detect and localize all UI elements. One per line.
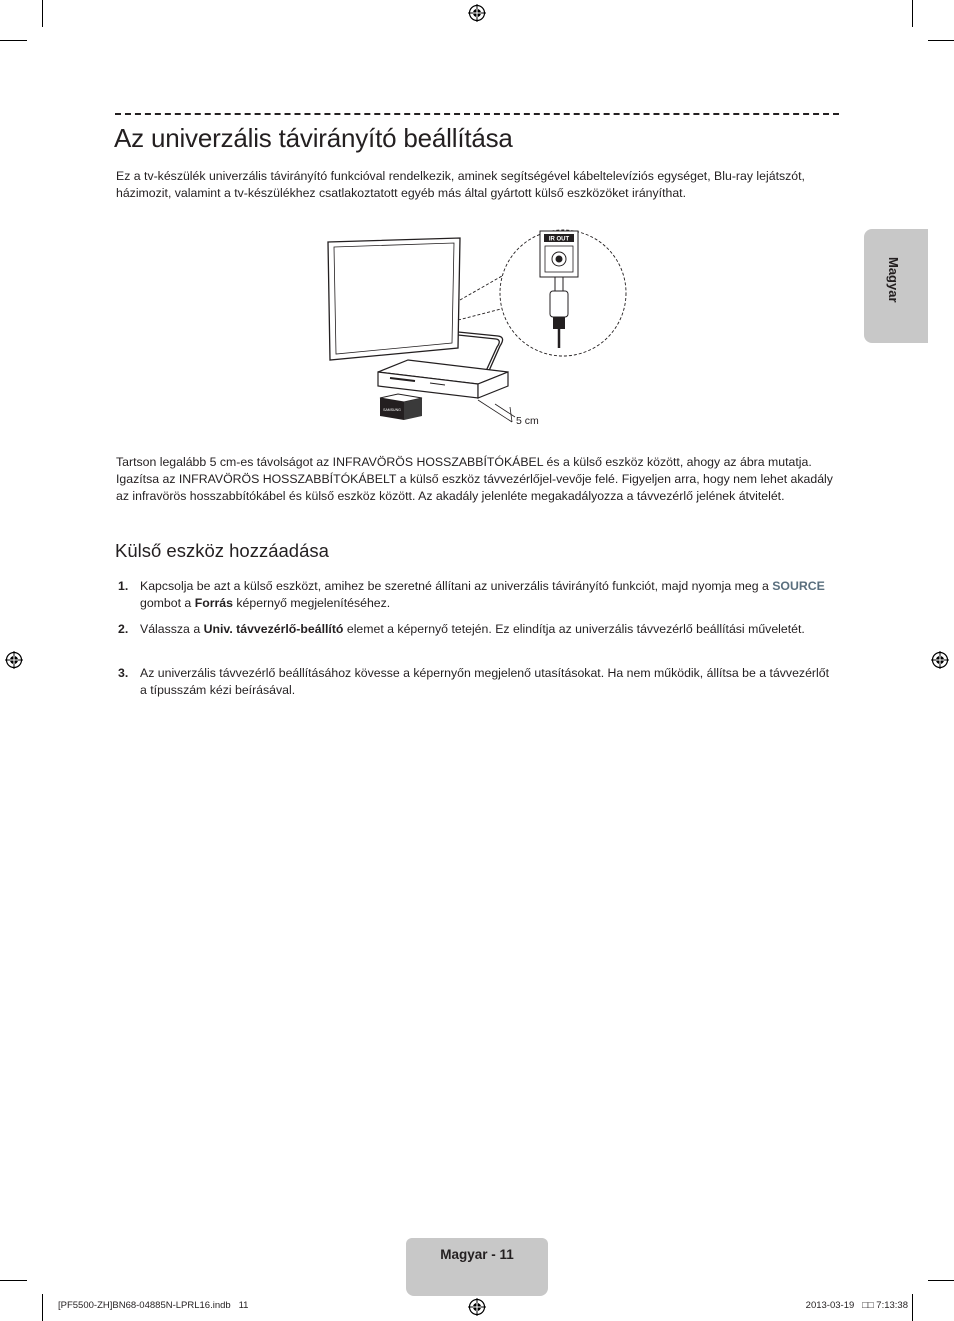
page-title: Az univerzális távirányító beállítása — [114, 123, 513, 153]
registration-mark-icon — [468, 1298, 486, 1316]
distance-label: 5 cm — [516, 415, 539, 427]
step-number: 2. — [118, 622, 129, 636]
crop-mark — [0, 40, 27, 41]
crop-mark — [912, 1294, 913, 1321]
crop-mark — [928, 1280, 954, 1281]
language-label: Magyar — [886, 257, 901, 303]
ir-out-label: IR OUT — [548, 236, 570, 243]
step-text: Kapcsolja be azt a külső eszközt, amihez be szeretné állítani az univerzális távirányító funkciót, majd nyomja meg a SOURCE gombot a Forrás képernyő megjelenítéséhez. — [140, 579, 825, 610]
device-logo: SAMSUNG — [383, 408, 401, 412]
registration-mark-icon — [5, 651, 23, 669]
crop-mark — [0, 1280, 27, 1281]
ir-blaster-illustration — [380, 394, 422, 420]
step-number: 1. — [118, 579, 129, 593]
registration-mark-icon — [931, 651, 949, 669]
step-text: Az univerzális távvezérlő beállításához kövesse a képernyőn megjelenő utasításokat. Ha nem működik, állítsa be a távvezérlőt a típusszám kézi beírásával. — [140, 666, 829, 697]
title-divider — [115, 113, 839, 115]
tv-illustration — [328, 238, 460, 360]
step-text: Válassza a Univ. távvezérlő-beállító elemet a képernyő tetején. Ez elindítja az univerzális távvezérlő beállítási műveletét. — [140, 622, 805, 636]
footer-timestamp: 2013-03-19 □□ 7:13:38 — [805, 1300, 908, 1311]
registration-mark-icon — [468, 4, 486, 22]
language-side-tab — [864, 229, 928, 343]
source-button-label: SOURCE — [772, 579, 825, 593]
intro-paragraph: Ez a tv-készülék univerzális távirányító funkcióval rendelkezik, aminek segítségével kábeltelevíziós egységet, Blu-ray lejátszót, házimozit, valamint a tv-készülékhez csatlakoztatott egyéb más által gyártott külső eszközöket irányíthat. — [116, 169, 805, 200]
crop-mark — [42, 0, 43, 27]
menu-item-label: Univ. távvezérlő-beállító — [203, 622, 344, 636]
page-number-tab — [406, 1238, 548, 1296]
source-screen-label: Forrás — [194, 596, 233, 610]
footer-file-info: [PF5500-ZH]BN68-04885N-LPRL16.indb 11 — [58, 1300, 249, 1311]
step-number: 3. — [118, 666, 129, 680]
ir-extender-diagram — [320, 212, 640, 432]
crop-mark — [912, 0, 913, 27]
crop-mark — [42, 1294, 43, 1321]
crop-mark — [928, 40, 954, 41]
distance-paragraph: Tartson legalább 5 cm-es távolságot az INFRAVÖRÖS HOSSZABBÍTÓKÁBEL és a külső eszköz között, ahogy az ábra mutatja. Igazítsa az INFRAVÖRÖS HOSSZABBÍTÓKÁBELT a külső eszköz távvezérlőjel-vevője felé. Figyeljen arra, hogy nem lehet akadály az infravörös hosszabbítókábel és külső eszköz között. Az akadály jelenléte megakadályozza a távvezérlő jelének átvitelét. — [116, 455, 833, 503]
page-number: Magyar - 11 — [440, 1247, 514, 1262]
section-heading: Külső eszköz hozzáadása — [115, 540, 329, 561]
